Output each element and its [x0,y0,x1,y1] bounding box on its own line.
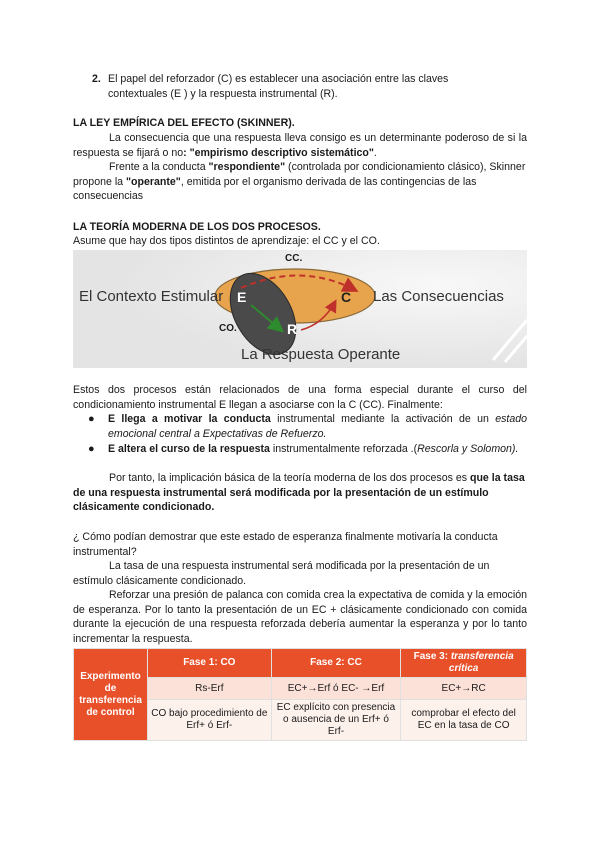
consecuencias-label: Las Consecuencias [373,288,504,305]
cc-label: CC. [285,253,303,264]
p2-text: Frente a la conducta [109,161,209,173]
respuesta-label: La Respuesta Operante [241,346,401,363]
answer1: La tasa de una respuesta instrumental será modificada por la presentación de un estímulo clásicamente condicionado. [73,560,490,587]
question: ¿ Cómo podían demostrar que este estado de esperanza finalmente motivaría la conducta instrumental? [73,531,498,558]
table-cell: CO bajo procedimiento de Erf+ ó Erf- [147,700,271,741]
table-header-fase1: Fase 1: CO [147,649,271,678]
c-letter: C [341,289,352,305]
bullet1-bold: E llega a motivar la conducta [108,413,271,425]
p2-end: , emitida por el organismo derivada de las contingencias de las consecuencias [73,175,477,202]
transfer-table [73,648,527,741]
list-number: 2. [92,73,101,85]
r-letter: R [287,321,298,337]
table-cell: Rs-Erf [147,678,271,700]
table-cell: EC explícito con presencia o ausencia de un Erf+ ó Erf- [271,700,401,741]
section3-paragraph2 [73,471,527,515]
co-label: CO. [219,323,237,334]
section2-intro: Asume que hay dos tipos distintos de aprendizaje: el CC y el CO. [73,235,380,247]
section1-heading: LA LEY EMPÍRICA DEL EFECTO (SKINNER). [73,117,295,129]
bullet1-italic: estado emocional central a Expectativas de Refuerzo. [108,413,527,440]
two-process-diagram [73,250,527,368]
contexto-label: El Contexto Estimular [79,288,224,305]
bullet2-bold: E altera el curso de la respuesta [108,443,270,455]
table-cell: EC+→RC [401,678,527,700]
p1-text: La consecuencia que una respuesta lleva consigo es un determinante poderoso de si la respuesta se fijará o no [73,132,527,159]
bullet2-text: instrumentalmente reforzada .( [269,443,418,455]
p3-text: Por tanto, la implicación básica de la teoría moderna de los dos procesos es [109,472,470,484]
e-letter: E [237,289,247,305]
fase3-italic: transferencia crítica [448,651,514,674]
bullet1-text: instrumental mediante la activación de un [270,413,496,425]
bullet2 [108,442,527,457]
bullet-dot: ● [88,413,95,425]
table-header-fase3 [401,649,527,678]
p2-bold1: "respondiente" [208,161,286,173]
table-corner: Experimento de transferencia de control [74,649,148,741]
item2-line2: contextuales (E ) y la respuesta instrumental (R). [108,88,338,100]
table-cell: EC+→Erf ó EC- →Erf [271,678,401,700]
p3-bold: que la tasa de una respuesta instrumental será modificada por la presentación de un estímulo clásicamente condicionado. [73,472,525,513]
section1-paragraph1 [73,131,527,160]
section3-paragraph1: Estos dos procesos están relacionados de una forma especial durante el curso del condicionamiento instrumental E llegan a asociarse con la C (CC). Finalmente: [73,384,527,411]
p1-bold: : "empirismo descriptivo sistemático" [183,146,374,159]
table-header-fase2: Fase 2: CC [271,649,401,678]
p2-bold2: "operante" [126,175,181,188]
p1-end: . [373,146,377,159]
fase3-label: Fase 3: [413,651,451,662]
item2-line1: El papel del reforzador (C) es establecer una asociación entre las claves [108,73,449,85]
section2-heading: LA TEORÍA MODERNA DE LOS DOS PROCESOS. [73,221,321,233]
table-cell: comprobar el efecto del EC en la tasa de CO [401,700,527,741]
answer2: Reforzar una presión de palanca con comida crea la expectativa de comida y la emoción de esperanza. Por lo tanto la presentación de un EC + clásicamente condicionado con comida durante la ejecución de una respuesta reforzada debería aumentar la esperanza y por lo tanto incrementar la respuesta. [73,589,527,645]
bullet2-italic: Rescorla y Solomon). [417,443,519,455]
bullet-dot: ● [88,443,95,455]
bullet1 [108,412,527,441]
p2-mid: (controlada por condicionamiento clásico), Skinner propone la [73,161,526,188]
section1-paragraph2 [73,160,527,204]
